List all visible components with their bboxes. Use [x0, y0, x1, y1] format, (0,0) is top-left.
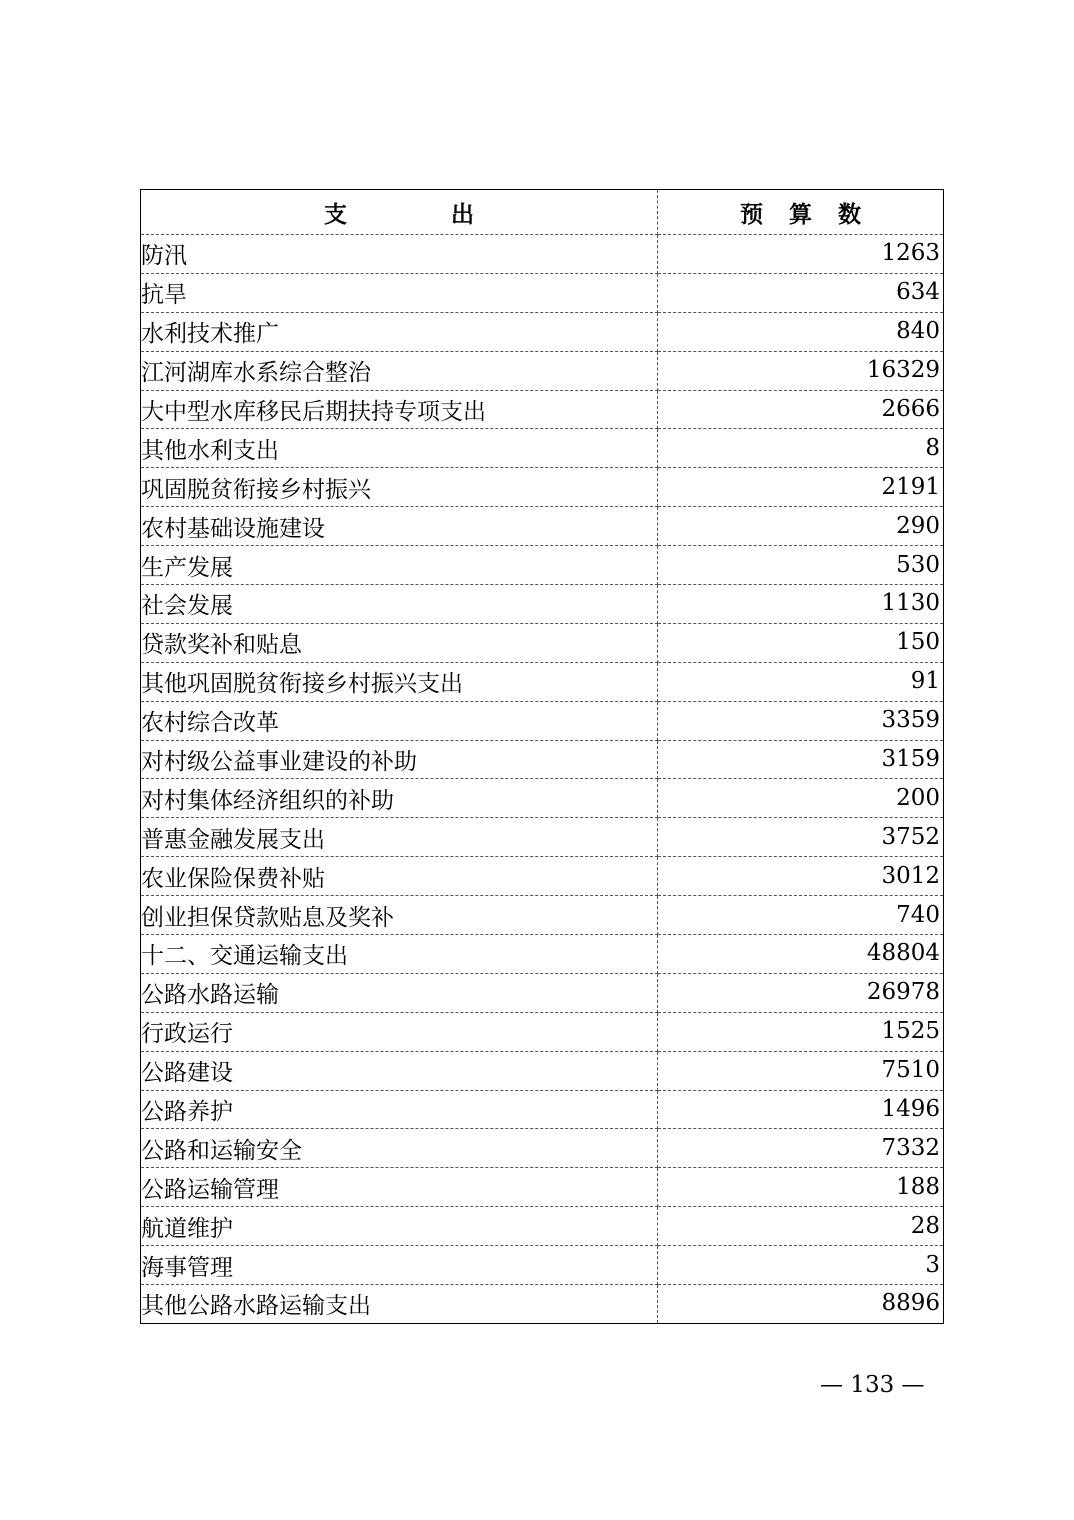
row-budget-value: 188	[658, 1168, 944, 1207]
row-budget-value: 150	[658, 623, 944, 662]
row-item-name: 其他水利支出	[141, 429, 658, 468]
row-budget-value: 8896	[881, 1290, 940, 1317]
row-item-name: 公路水路运输	[141, 973, 658, 1012]
row-item-name: 农村基础设施建设	[141, 507, 658, 546]
row-item-name: 对村集体经济组织的补助	[141, 779, 658, 818]
row-budget-value: 7510	[658, 1051, 944, 1090]
row-budget-value: 1130	[658, 585, 944, 624]
row-budget-value: 1496	[658, 1090, 944, 1129]
row-item-name: 公路养护	[141, 1090, 658, 1129]
column-header-budget	[658, 190, 944, 235]
table-row	[141, 585, 944, 624]
table-row	[141, 779, 944, 818]
table-row	[141, 623, 944, 662]
row-budget-value: 3159	[658, 740, 944, 779]
row-item-name: 社会发展	[141, 585, 658, 624]
row-item-name: 创业担保贷款贴息及奖补	[141, 896, 658, 935]
row-budget-value: 290	[658, 507, 944, 546]
table-row	[141, 1285, 944, 1324]
header-char: 数	[838, 201, 861, 228]
table-row	[141, 857, 944, 896]
row-budget-value: 91	[658, 662, 944, 701]
row-item-name: 大中型水库移民后期扶持专项支出	[141, 390, 658, 429]
row-budget-value: 16329	[658, 351, 944, 390]
row-budget-value: 740	[658, 896, 944, 935]
table-row	[141, 1207, 944, 1246]
header-char: 出	[451, 201, 474, 228]
table-row	[141, 662, 944, 701]
table-header-row	[141, 190, 944, 235]
table-row	[141, 1168, 944, 1207]
table-row	[141, 351, 944, 390]
row-budget-value: 634	[658, 273, 944, 312]
budget-table	[140, 189, 944, 1324]
row-item-name: 行政运行	[141, 1012, 658, 1051]
table-row	[141, 973, 944, 1012]
table-row	[141, 546, 944, 585]
row-budget-value: 7332	[658, 1129, 944, 1168]
table-row	[141, 1246, 944, 1285]
table-row	[141, 1012, 944, 1051]
row-item-name: 生产发展	[141, 546, 658, 585]
table-row	[141, 818, 944, 857]
row-item-name: 贷款奖补和贴息	[141, 623, 658, 662]
row-budget-value: 1263	[658, 235, 944, 274]
header-char: 预	[740, 201, 763, 228]
row-budget-value: 200	[658, 779, 944, 818]
row-item-name: 其他巩固脱贫衔接乡村振兴支出	[141, 662, 658, 701]
table-row	[141, 1129, 944, 1168]
row-item-name: 十二、交通运输支出	[141, 935, 658, 974]
table-row	[141, 896, 944, 935]
row-item-name: 普惠金融发展支出	[141, 818, 658, 857]
table-row	[141, 701, 944, 740]
row-budget-value: 3752	[658, 818, 944, 857]
row-budget-value: 3359	[658, 701, 944, 740]
row-item-name: 农村综合改革	[141, 701, 658, 740]
row-budget-value: 530	[658, 546, 944, 585]
row-budget-value: 1525	[658, 1012, 944, 1051]
table-row	[141, 740, 944, 779]
row-budget-value: 8	[658, 429, 944, 468]
table-row	[141, 507, 944, 546]
row-item-name: 公路建设	[141, 1051, 658, 1090]
column-header-expenditure	[141, 190, 658, 235]
table-body	[141, 235, 944, 1324]
table-row	[141, 390, 944, 429]
table-row	[141, 429, 944, 468]
row-budget-value: 3	[658, 1246, 944, 1285]
table-row	[141, 1051, 944, 1090]
row-budget-value: 26978	[658, 973, 944, 1012]
row-item-name: 公路和运输安全	[141, 1129, 658, 1168]
row-item-name: 巩固脱贫衔接乡村振兴	[141, 468, 658, 507]
row-item-name: 抗旱	[141, 273, 658, 312]
row-item-name: 其他公路水路运输支出	[141, 1285, 658, 1324]
row-item-name: 海事管理	[141, 1246, 658, 1285]
row-item-name: 航道维护	[141, 1207, 658, 1246]
header-char: 算	[789, 201, 812, 228]
row-budget-value: 28	[658, 1207, 944, 1246]
row-budget-value: 2191	[658, 468, 944, 507]
table-row	[141, 235, 944, 274]
row-item-name: 公路运输管理	[141, 1168, 658, 1207]
table-row	[141, 468, 944, 507]
table-row	[141, 1090, 944, 1129]
table-row	[141, 273, 944, 312]
row-item-name: 水利技术推广	[141, 312, 658, 351]
row-budget-value: 840	[658, 312, 944, 351]
header-char: 支	[324, 201, 347, 228]
row-budget-value: 48804	[658, 935, 944, 974]
row-item-name: 农业保险保费补贴	[141, 857, 658, 896]
row-budget-value: 3012	[658, 857, 944, 896]
table-row	[141, 935, 944, 974]
table-row	[141, 312, 944, 351]
row-item-name: 江河湖库水系综合整治	[141, 351, 658, 390]
row-item-name: 对村级公益事业建设的补助	[141, 740, 658, 779]
row-budget-value: 2666	[658, 390, 944, 429]
row-item-name: 防汛	[141, 235, 658, 274]
page-number: — 133 —	[820, 1372, 925, 1398]
